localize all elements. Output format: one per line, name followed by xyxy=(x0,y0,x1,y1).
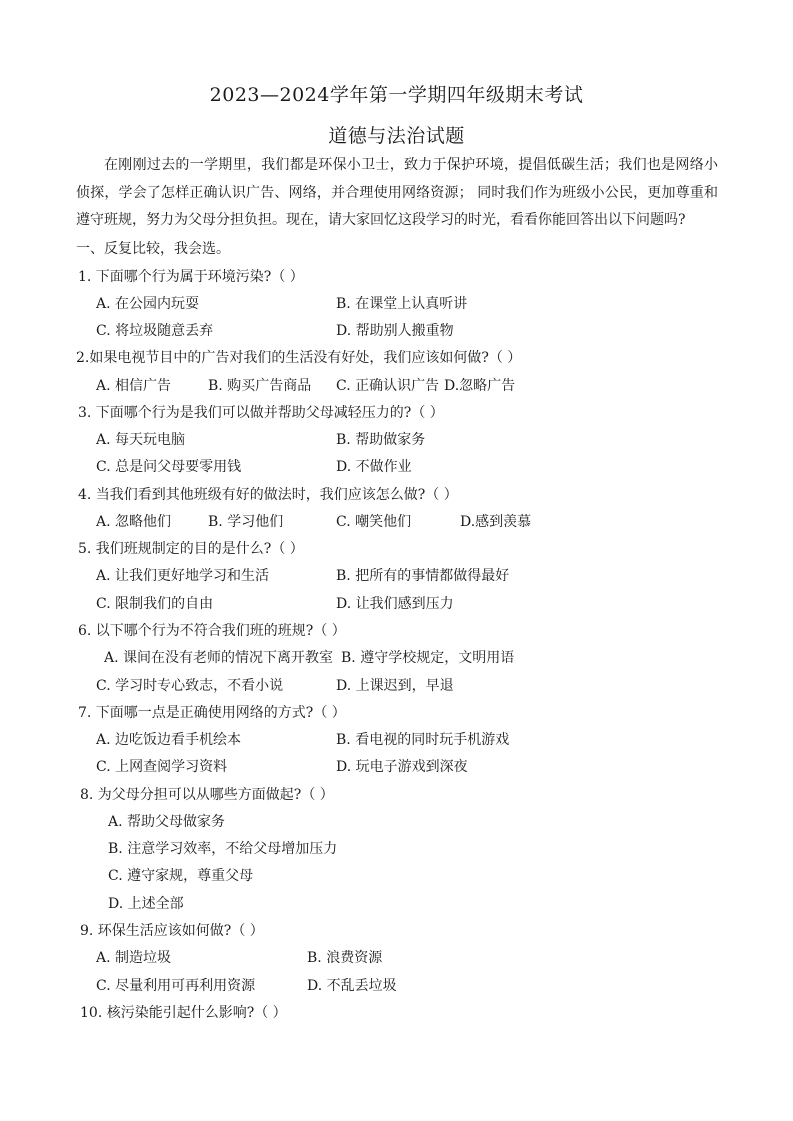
question-9-option-d: D. 不乱丢垃圾 xyxy=(307,978,397,994)
question-4-option-c: C. 嘲笑他们 xyxy=(336,514,412,530)
question-4-option-a: A. 忽略他们 xyxy=(96,514,172,530)
question-2-option-c: C. 正确认识广告 xyxy=(336,378,440,394)
question-5-option-b: B. 把所有的事情都做得最好 xyxy=(336,568,510,584)
question-7-option-d: D. 玩电子游戏到深夜 xyxy=(336,759,468,775)
question-9-stem: 9. 环保生活应该如何做?（ ） xyxy=(80,923,264,939)
question-5-option-d: D. 让我们感到压力 xyxy=(336,596,454,612)
question-9-option-a: A. 制造垃圾 xyxy=(96,950,172,966)
question-5-stem: 5. 我们班规制定的目的是什么?（ ） xyxy=(78,541,304,557)
question-3-option-b: B. 帮助做家务 xyxy=(336,432,426,448)
question-3-stem: 3. 下面哪个行为是我们可以做并帮助父母减轻压力的?（ ） xyxy=(78,405,444,421)
question-8-stem: 8. 为父母分担可以从哪些方面做起?（ ） xyxy=(80,787,334,803)
question-8-option-c: C. 遵守家规，尊重父母 xyxy=(108,868,254,884)
question-7-option-b: B. 看电视的同时玩手机游戏 xyxy=(336,732,510,748)
exam-subtitle: 道德与法治试题 xyxy=(328,125,465,147)
question-1-option-b: B. 在课堂上认真听讲 xyxy=(336,296,468,312)
question-4-stem: 4. 当我们看到其他班级有好的做法时，我们应该怎么做?（ ） xyxy=(78,487,458,503)
question-1-stem: 1. 下面哪个行为属于环境污染?（ ） xyxy=(78,269,304,285)
question-10-stem: 10. 核污染能引起什么影响?（ ） xyxy=(80,1005,287,1021)
question-3-option-c: C. 总是问父母要零用钱 xyxy=(96,459,242,475)
question-2-option-b: B. 购买广告商品 xyxy=(208,378,312,394)
question-6-option-a: A. 课间在没有老师的情况下离开教室 xyxy=(104,650,334,666)
question-7-option-a: A. 边吃饭边看手机绘本 xyxy=(96,732,242,748)
question-9-option-c: C. 尽量利用可再利用资源 xyxy=(96,978,256,994)
question-6-stem: 6. 以下哪个行为不符合我们班的班规?（ ） xyxy=(78,623,346,639)
question-8-option-b: B. 注意学习效率，不给父母增加压力 xyxy=(108,841,338,857)
intro-paragraph: 在刚刚过去的一学期里，我们都是环保小卫士，致力于保护环境，提倡低碳生活；我们也是网络小侦探，学会了怎样正确认识广告、网络，并合理使用网络资源； 同时我们作为班级小公民，更加尊重和遵守班规，努力为父母分担负担。现在，请大家回忆这段学习的时光，看看你能回答出以下问题吗? xyxy=(76,157,718,228)
section-heading: 一、反复比较，我会选。 xyxy=(76,241,230,257)
question-1-option-c: C. 将垃圾随意丢弃 xyxy=(96,323,214,339)
question-9-option-b: B. 浪费资源 xyxy=(307,950,383,966)
question-8-option-d: D. 上述全部 xyxy=(108,896,184,912)
question-7-option-c: C. 上网查阅学习资料 xyxy=(96,759,228,775)
question-1-option-a: A. 在公园内玩耍 xyxy=(96,296,200,312)
question-4-option-d: D.感到羡慕 xyxy=(460,514,532,530)
question-4-option-b: B. 学习他们 xyxy=(208,514,284,530)
question-7-stem: 7. 下面哪一点是正确使用网络的方式?（ ） xyxy=(78,705,346,721)
question-2-stem: 2.如果电视节目中的广告对我们的生活没有好处，我们应该如何做?（ ） xyxy=(76,350,522,366)
question-5-option-a: A. 让我们更好地学习和生活 xyxy=(96,568,270,584)
question-2-option-a: A. 相信广告 xyxy=(96,378,172,394)
exam-title: 2023—2024学年第一学期四年级期末考试 xyxy=(209,84,584,106)
question-2-option-d: D.忽略广告 xyxy=(444,378,516,394)
question-3-option-d: D. 不做作业 xyxy=(336,459,412,475)
question-8-option-a: A. 帮助父母做家务 xyxy=(108,814,226,830)
question-6-option-d: D. 上课迟到，早退 xyxy=(336,678,454,694)
question-6-option-b: B. 遵守学校规定，文明用语 xyxy=(341,650,515,666)
question-5-option-c: C. 限制我们的自由 xyxy=(96,596,214,612)
question-6-option-c: C. 学习时专心致志，不看小说 xyxy=(96,678,284,694)
question-3-option-a: A. 每天玩电脑 xyxy=(96,432,186,448)
question-1-option-d: D. 帮助别人搬重物 xyxy=(336,323,454,339)
